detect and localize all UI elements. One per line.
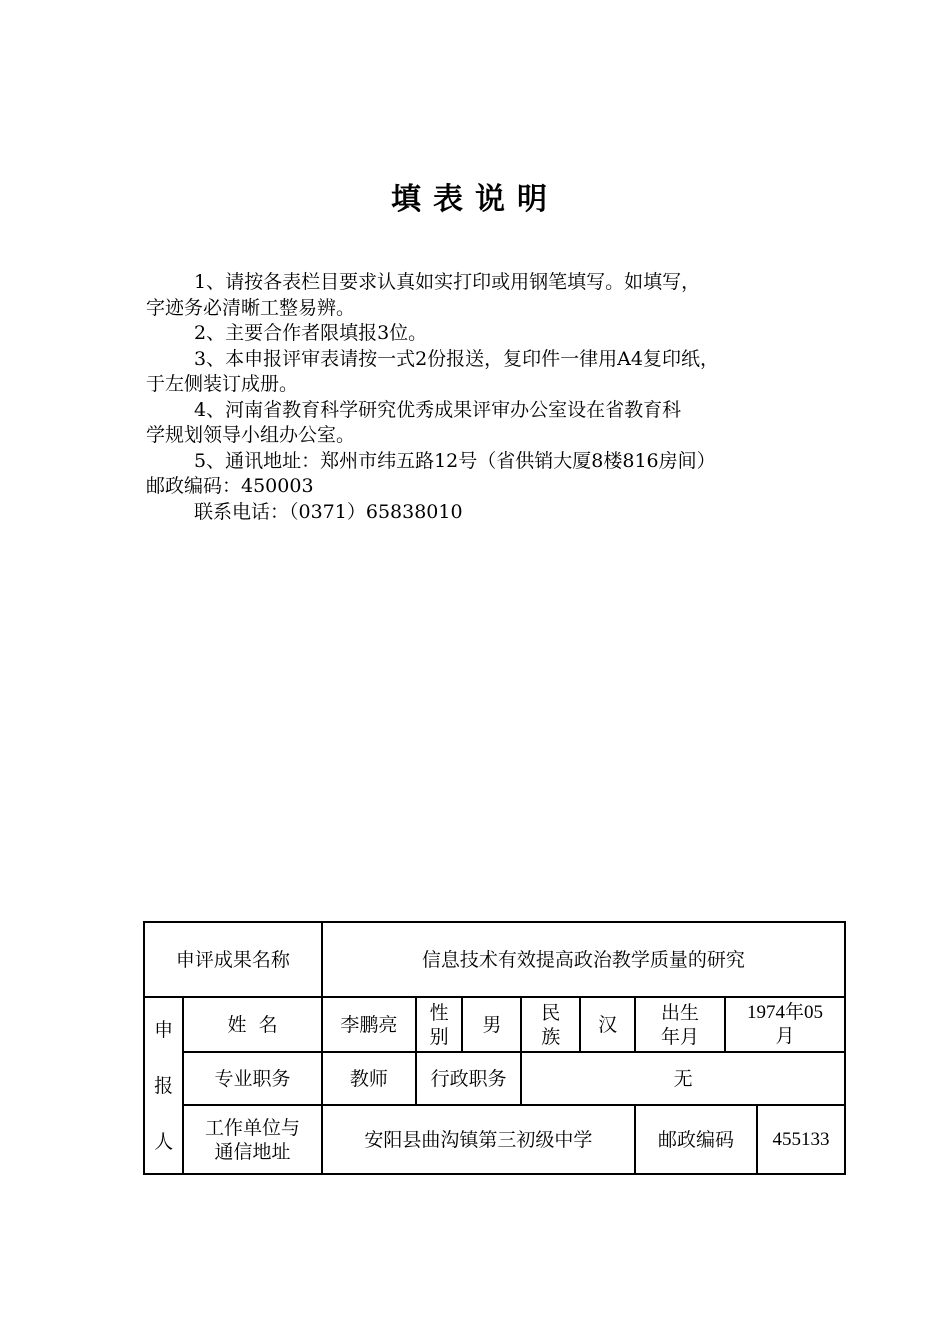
result-name-value: 信息技术有效提高政治教学质量的研究	[322, 922, 845, 997]
workplace-label-line-1: 工作单位与	[205, 1116, 301, 1139]
instruction-4-line-2: 学规划领导小组办公室。	[146, 424, 356, 446]
instruction-2: 2、主要合作者限填报3位。	[194, 322, 428, 344]
gender-label-line-2: 别	[429, 1025, 449, 1048]
birth-value-line-2: 月	[775, 1025, 795, 1047]
birth-label	[635, 997, 725, 1052]
admin-position-label: 行政职务	[416, 1052, 521, 1105]
ethnicity-label-line-1: 民	[541, 1001, 561, 1024]
gender-value: 男	[462, 997, 521, 1052]
form-row-workplace	[144, 1105, 845, 1174]
form-row-position	[144, 1052, 845, 1105]
instruction-5-line-2: 邮政编码：450003	[146, 475, 314, 497]
gender-label-line-1: 性	[429, 1001, 449, 1024]
instruction-1-line-1: 1、请按各表栏目要求认真如实打印或用钢笔填写。如填写，	[194, 271, 701, 293]
instruction-1-line-2: 字迹务必清晰工整易辨。	[146, 296, 356, 319]
instruction-3-line-2: 于左侧装订成册。	[146, 373, 299, 395]
applicant-char-2: 报	[154, 1074, 174, 1097]
instruction-5-line-1: 5、通讯地址：郑州市纬五路12号（省供销大厦8楼816房间）	[194, 449, 716, 472]
postcode-value: 455133	[757, 1105, 845, 1174]
ethnicity-value: 汉	[580, 997, 635, 1052]
application-form-table	[143, 921, 846, 1175]
workplace-value: 安阳县曲沟镇第三初级中学	[322, 1105, 635, 1174]
birth-value-line-1: 1974年05	[746, 1001, 823, 1023]
page-title: 填表说明	[391, 182, 559, 217]
admin-position-value: 无	[521, 1052, 845, 1105]
applicant-label	[144, 997, 183, 1174]
birth-label-line-1: 出生	[661, 1001, 700, 1024]
birth-label-line-2: 年月	[661, 1025, 700, 1048]
instructions	[146, 270, 821, 525]
contact-phone: 联系电话：（0371）65838010	[194, 500, 463, 523]
birth-value	[725, 997, 845, 1052]
form-row-result	[144, 922, 845, 997]
name-value: 李鹏亮	[322, 997, 416, 1052]
instruction-3-line-1: 3、本申报评审表请按一式2份报送，复印件一律用A4复印纸，	[194, 347, 719, 370]
ethnicity-label	[521, 997, 580, 1052]
ethnicity-label-line-2: 族	[541, 1025, 561, 1048]
professional-title-value: 教师	[322, 1052, 416, 1105]
instruction-4-line-1: 4、河南省教育科学研究优秀成果评审办公室设在省教育科	[194, 398, 682, 421]
applicant-char-1: 申	[154, 1018, 174, 1041]
gender-label	[416, 997, 463, 1052]
applicant-char-3: 人	[154, 1130, 174, 1153]
workplace-label	[183, 1105, 322, 1174]
workplace-label-line-2: 通信地址	[214, 1140, 291, 1163]
professional-title-label: 专业职务	[183, 1052, 322, 1105]
name-label: 姓 名	[183, 997, 322, 1052]
postcode-label: 邮政编码	[635, 1105, 757, 1174]
form-row-personal	[144, 997, 845, 1052]
result-name-label: 申评成果名称	[144, 922, 322, 997]
